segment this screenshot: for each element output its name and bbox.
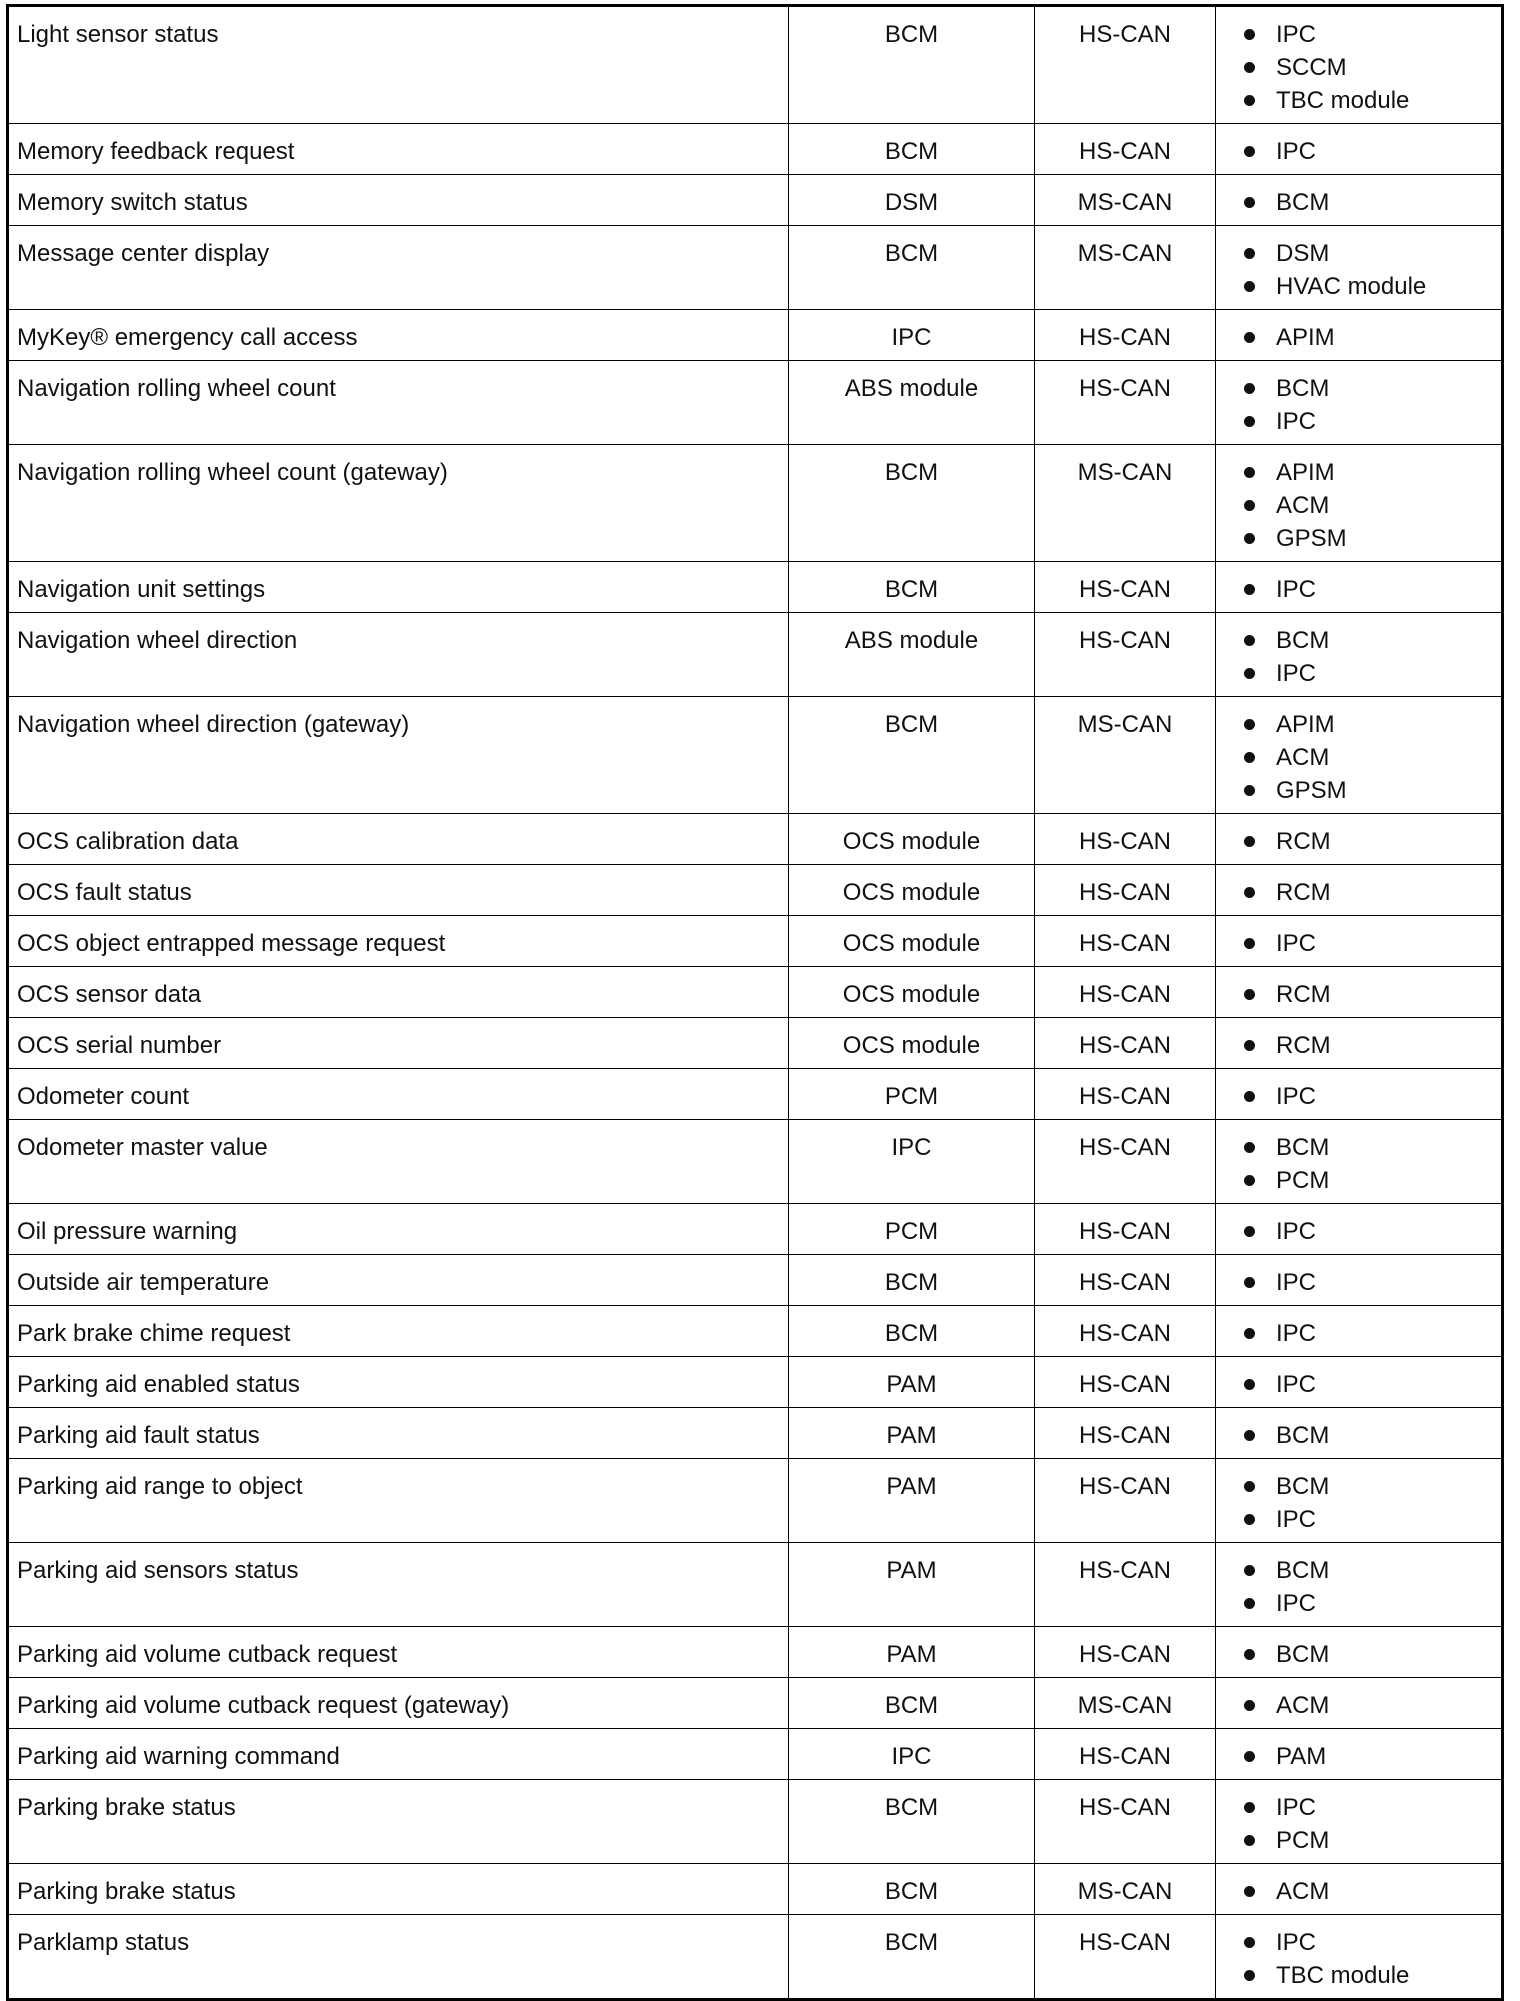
message-cell: OCS calibration data [8,814,789,865]
receiving-module-label: BCM [1276,1557,1330,1584]
table-row [8,1678,1503,1729]
bullet-icon [1244,1091,1255,1102]
receiving-module-item [1244,1215,1495,1248]
receiving-modules-cell [1216,967,1503,1018]
bullet-icon [1244,248,1255,259]
originating-module-cell: BCM [789,1780,1035,1864]
bullet-icon [1244,1649,1255,1660]
network-cell: HS-CAN [1035,1069,1216,1120]
originating-module-cell: ABS module [789,613,1035,697]
table-row [8,445,1503,562]
receiving-module-item [1244,1791,1495,1824]
receiving-module-label: BCM [1276,1422,1330,1449]
bullet-icon [1244,887,1255,898]
bullet-icon [1244,1328,1255,1339]
originating-module-cell: BCM [789,1255,1035,1306]
network-cell: HS-CAN [1035,865,1216,916]
receiving-modules-cell [1216,310,1503,361]
network-cell: HS-CAN [1035,1120,1216,1204]
originating-module-cell: BCM [789,562,1035,613]
message-cell: Light sensor status [8,6,789,124]
receiving-module-label: PCM [1276,1827,1330,1854]
message-cell: Odometer count [8,1069,789,1120]
receiving-module-label: ACM [1276,1878,1330,1905]
receiving-module-label: IPC [1276,1269,1317,1296]
receiving-module-item [1244,456,1495,489]
originating-module-cell: BCM [789,697,1035,814]
network-cell: HS-CAN [1035,562,1216,613]
network-cell: HS-CAN [1035,1408,1216,1459]
originating-module-cell: PAM [789,1627,1035,1678]
receiving-module-item [1244,657,1495,690]
table-row [8,865,1503,916]
receiving-module-label: IPC [1276,1218,1317,1245]
network-cell: HS-CAN [1035,1459,1216,1543]
receiving-module-item [1244,624,1495,657]
receiving-modules-cell [1216,916,1503,967]
network-message-table [6,4,1504,2001]
bullet-icon [1244,1277,1255,1288]
receiving-module-label: APIM [1276,324,1335,351]
originating-module-cell: BCM [789,124,1035,175]
receiving-module-item [1244,1740,1495,1773]
bullet-icon [1244,1598,1255,1609]
receiving-module-item [1244,1419,1495,1452]
network-cell: HS-CAN [1035,1357,1216,1408]
receiving-module-label: IPC [1276,21,1317,48]
bullet-icon [1244,785,1255,796]
receiving-module-item [1244,1875,1495,1908]
originating-module-cell: OCS module [789,814,1035,865]
table-row [8,1357,1503,1408]
originating-module-cell: DSM [789,175,1035,226]
table-row [8,1780,1503,1864]
bullet-icon [1244,1040,1255,1051]
message-cell: Navigation rolling wheel count [8,361,789,445]
table-row [8,1204,1503,1255]
network-cell: HS-CAN [1035,1729,1216,1780]
table-row [8,1069,1503,1120]
receiving-module-label: APIM [1276,711,1335,738]
network-cell: HS-CAN [1035,124,1216,175]
bullet-icon [1244,1514,1255,1525]
message-cell: Navigation wheel direction (gateway) [8,697,789,814]
receiving-modules-cell [1216,1627,1503,1678]
bullet-icon [1244,584,1255,595]
receiving-modules-cell [1216,814,1503,865]
table-row [8,916,1503,967]
table-row [8,1306,1503,1357]
receiving-module-item [1244,84,1495,117]
receiving-modules-cell [1216,1018,1503,1069]
receiving-module-item [1244,186,1495,219]
receiving-module-item [1244,741,1495,774]
receiving-module-item [1244,1131,1495,1164]
bullet-icon [1244,1970,1255,1981]
receiving-module-item [1244,18,1495,51]
network-cell: HS-CAN [1035,1306,1216,1357]
bullet-icon [1244,197,1255,208]
receiving-module-label: APIM [1276,459,1335,486]
table-row [8,1018,1503,1069]
originating-module-cell: PCM [789,1069,1035,1120]
receiving-module-label: IPC [1276,1083,1317,1110]
bullet-icon [1244,332,1255,343]
receiving-module-item [1244,774,1495,807]
receiving-modules-cell [1216,124,1503,175]
receiving-module-item [1244,1824,1495,1857]
receiving-module-label: IPC [1276,138,1317,165]
receiving-module-item [1244,1959,1495,1992]
table-row [8,6,1503,124]
originating-module-cell: PAM [789,1543,1035,1627]
receiving-module-label: BCM [1276,1641,1330,1668]
network-cell: MS-CAN [1035,226,1216,310]
network-cell: HS-CAN [1035,310,1216,361]
table-row [8,226,1503,310]
originating-module-cell: ABS module [789,361,1035,445]
receiving-module-label: BCM [1276,189,1330,216]
bullet-icon [1244,635,1255,646]
receiving-module-item [1244,405,1495,438]
receiving-module-item [1244,1080,1495,1113]
receiving-module-item [1244,321,1495,354]
bullet-icon [1244,719,1255,730]
network-cell: MS-CAN [1035,1864,1216,1915]
originating-module-cell: PAM [789,1408,1035,1459]
receiving-modules-cell [1216,865,1503,916]
message-cell: Navigation unit settings [8,562,789,613]
receiving-modules-cell [1216,175,1503,226]
table-row [8,310,1503,361]
message-cell: Parklamp status [8,1915,789,2000]
receiving-modules-cell [1216,226,1503,310]
network-cell: HS-CAN [1035,967,1216,1018]
bullet-icon [1244,668,1255,679]
receiving-modules-cell [1216,562,1503,613]
message-cell: OCS object entrapped message request [8,916,789,967]
bullet-icon [1244,1835,1255,1846]
table-row [8,1459,1503,1543]
receiving-module-item [1244,1317,1495,1350]
network-cell: HS-CAN [1035,1204,1216,1255]
bullet-icon [1244,533,1255,544]
bullet-icon [1244,989,1255,1000]
receiving-module-label: TBC module [1276,87,1410,114]
network-cell: MS-CAN [1035,175,1216,226]
message-cell: Memory switch status [8,175,789,226]
receiving-modules-cell [1216,1069,1503,1120]
bullet-icon [1244,1565,1255,1576]
bullet-icon [1244,383,1255,394]
receiving-module-item [1244,237,1495,270]
receiving-modules-cell [1216,1204,1503,1255]
receiving-module-item [1244,927,1495,960]
bullet-icon [1244,1430,1255,1441]
receiving-modules-cell [1216,1357,1503,1408]
receiving-modules-cell [1216,1459,1503,1543]
receiving-modules-cell [1216,1408,1503,1459]
table-row [8,1543,1503,1627]
receiving-module-item [1244,135,1495,168]
message-cell: Message center display [8,226,789,310]
receiving-module-item [1244,825,1495,858]
network-cell: HS-CAN [1035,1780,1216,1864]
message-cell: Park brake chime request [8,1306,789,1357]
table-row [8,1915,1503,2000]
receiving-modules-cell [1216,1306,1503,1357]
message-cell: Oil pressure warning [8,1204,789,1255]
receiving-module-label: ACM [1276,492,1330,519]
receiving-module-label: TBC module [1276,1962,1410,1989]
bullet-icon [1244,1700,1255,1711]
bullet-icon [1244,1886,1255,1897]
network-cell: HS-CAN [1035,1915,1216,2000]
table-row [8,124,1503,175]
receiving-module-item [1244,1638,1495,1671]
receiving-module-item [1244,1470,1495,1503]
receiving-module-item [1244,1926,1495,1959]
network-cell: HS-CAN [1035,1627,1216,1678]
message-cell: OCS sensor data [8,967,789,1018]
receiving-module-label: IPC [1276,1506,1317,1533]
network-cell: HS-CAN [1035,361,1216,445]
message-cell: Parking brake status [8,1780,789,1864]
bullet-icon [1244,1379,1255,1390]
bullet-icon [1244,467,1255,478]
network-cell: MS-CAN [1035,445,1216,562]
bullet-icon [1244,1802,1255,1813]
network-cell: HS-CAN [1035,1543,1216,1627]
receiving-module-label: IPC [1276,1590,1317,1617]
table-row [8,814,1503,865]
receiving-module-item [1244,270,1495,303]
receiving-module-label: IPC [1276,1794,1317,1821]
receiving-modules-cell [1216,1678,1503,1729]
receiving-module-item [1244,1266,1495,1299]
bullet-icon [1244,500,1255,511]
originating-module-cell: PAM [789,1357,1035,1408]
table-row [8,1627,1503,1678]
receiving-module-item [1244,573,1495,606]
message-cell: Parking aid enabled status [8,1357,789,1408]
receiving-module-item [1244,489,1495,522]
receiving-module-item [1244,1368,1495,1401]
receiving-module-item [1244,522,1495,555]
bullet-icon [1244,146,1255,157]
bullet-icon [1244,836,1255,847]
message-cell: Parking brake status [8,1864,789,1915]
receiving-modules-cell [1216,613,1503,697]
receiving-module-label: IPC [1276,660,1317,687]
receiving-module-item [1244,1029,1495,1062]
receiving-module-label: SCCM [1276,54,1347,81]
bullet-icon [1244,1751,1255,1762]
originating-module-cell: PAM [789,1459,1035,1543]
network-cell: HS-CAN [1035,1255,1216,1306]
message-cell: Parking aid volume cutback request [8,1627,789,1678]
message-cell: Navigation wheel direction [8,613,789,697]
receiving-module-item [1244,372,1495,405]
receiving-module-label: ACM [1276,1692,1330,1719]
receiving-module-label: IPC [1276,1929,1317,1956]
receiving-modules-cell [1216,445,1503,562]
receiving-module-label: GPSM [1276,777,1347,804]
receiving-modules-cell [1216,1543,1503,1627]
bullet-icon [1244,1175,1255,1186]
bullet-icon [1244,95,1255,106]
table-row [8,697,1503,814]
receiving-module-item [1244,1503,1495,1536]
receiving-modules-cell [1216,1780,1503,1864]
message-cell: Outside air temperature [8,1255,789,1306]
network-cell: HS-CAN [1035,916,1216,967]
message-cell: MyKey® emergency call access [8,310,789,361]
originating-module-cell: PCM [789,1204,1035,1255]
originating-module-cell: OCS module [789,967,1035,1018]
receiving-module-label: RCM [1276,879,1331,906]
bullet-icon [1244,1142,1255,1153]
message-cell: Odometer master value [8,1120,789,1204]
receiving-module-item [1244,1164,1495,1197]
receiving-module-item [1244,1689,1495,1722]
receiving-module-label: IPC [1276,1371,1317,1398]
bullet-icon [1244,1481,1255,1492]
message-cell: Parking aid warning command [8,1729,789,1780]
receiving-modules-cell [1216,1255,1503,1306]
receiving-module-label: BCM [1276,1473,1330,1500]
bullet-icon [1244,1937,1255,1948]
receiving-module-label: BCM [1276,627,1330,654]
receiving-module-label: PAM [1276,1743,1327,1770]
originating-module-cell: BCM [789,445,1035,562]
originating-module-cell: IPC [789,1120,1035,1204]
network-cell: HS-CAN [1035,613,1216,697]
receiving-module-label: IPC [1276,930,1317,957]
message-cell: Parking aid range to object [8,1459,789,1543]
network-cell: HS-CAN [1035,814,1216,865]
receiving-module-item [1244,51,1495,84]
receiving-module-label: IPC [1276,576,1317,603]
bullet-icon [1244,1226,1255,1237]
receiving-modules-cell [1216,1915,1503,2000]
table-row [8,562,1503,613]
network-cell: MS-CAN [1035,697,1216,814]
table-row [8,1729,1503,1780]
table-row [8,613,1503,697]
receiving-module-label: RCM [1276,828,1331,855]
originating-module-cell: BCM [789,1915,1035,2000]
receiving-modules-cell [1216,1864,1503,1915]
receiving-module-label: BCM [1276,375,1330,402]
bullet-icon [1244,752,1255,763]
receiving-module-item [1244,876,1495,909]
table-row [8,967,1503,1018]
receiving-module-label: RCM [1276,981,1331,1008]
receiving-module-label: DSM [1276,240,1330,267]
message-cell: OCS serial number [8,1018,789,1069]
receiving-module-label: GPSM [1276,525,1347,552]
originating-module-cell: BCM [789,1306,1035,1357]
message-cell: Navigation rolling wheel count (gateway) [8,445,789,562]
bullet-icon [1244,62,1255,73]
bullet-icon [1244,281,1255,292]
originating-module-cell: BCM [789,1678,1035,1729]
receiving-module-item [1244,1587,1495,1620]
receiving-module-label: BCM [1276,1134,1330,1161]
originating-module-cell: IPC [789,1729,1035,1780]
message-cell: Parking aid volume cutback request (gateway) [8,1678,789,1729]
receiving-module-label: HVAC module [1276,273,1427,300]
message-cell: Memory feedback request [8,124,789,175]
table-row [8,1408,1503,1459]
message-cell: OCS fault status [8,865,789,916]
originating-module-cell: OCS module [789,1018,1035,1069]
receiving-modules-cell [1216,1120,1503,1204]
table-row [8,1864,1503,1915]
originating-module-cell: IPC [789,310,1035,361]
receiving-module-label: PCM [1276,1167,1330,1194]
receiving-module-label: IPC [1276,408,1317,435]
receiving-module-label: ACM [1276,744,1330,771]
network-cell: MS-CAN [1035,1678,1216,1729]
message-cell: Parking aid fault status [8,1408,789,1459]
receiving-module-item [1244,708,1495,741]
table-row [8,1120,1503,1204]
network-cell: HS-CAN [1035,6,1216,124]
table-row [8,361,1503,445]
receiving-module-item [1244,978,1495,1011]
receiving-module-item [1244,1554,1495,1587]
network-cell: HS-CAN [1035,1018,1216,1069]
originating-module-cell: OCS module [789,916,1035,967]
receiving-module-label: RCM [1276,1032,1331,1059]
receiving-modules-cell [1216,1729,1503,1780]
bullet-icon [1244,938,1255,949]
receiving-modules-cell [1216,361,1503,445]
receiving-modules-cell [1216,6,1503,124]
receiving-module-label: IPC [1276,1320,1317,1347]
originating-module-cell: BCM [789,226,1035,310]
table-row [8,175,1503,226]
receiving-modules-cell [1216,697,1503,814]
table-body [8,6,1503,2000]
originating-module-cell: BCM [789,1864,1035,1915]
table-row [8,1255,1503,1306]
originating-module-cell: BCM [789,6,1035,124]
bullet-icon [1244,29,1255,40]
originating-module-cell: OCS module [789,865,1035,916]
bullet-icon [1244,416,1255,427]
message-cell: Parking aid sensors status [8,1543,789,1627]
